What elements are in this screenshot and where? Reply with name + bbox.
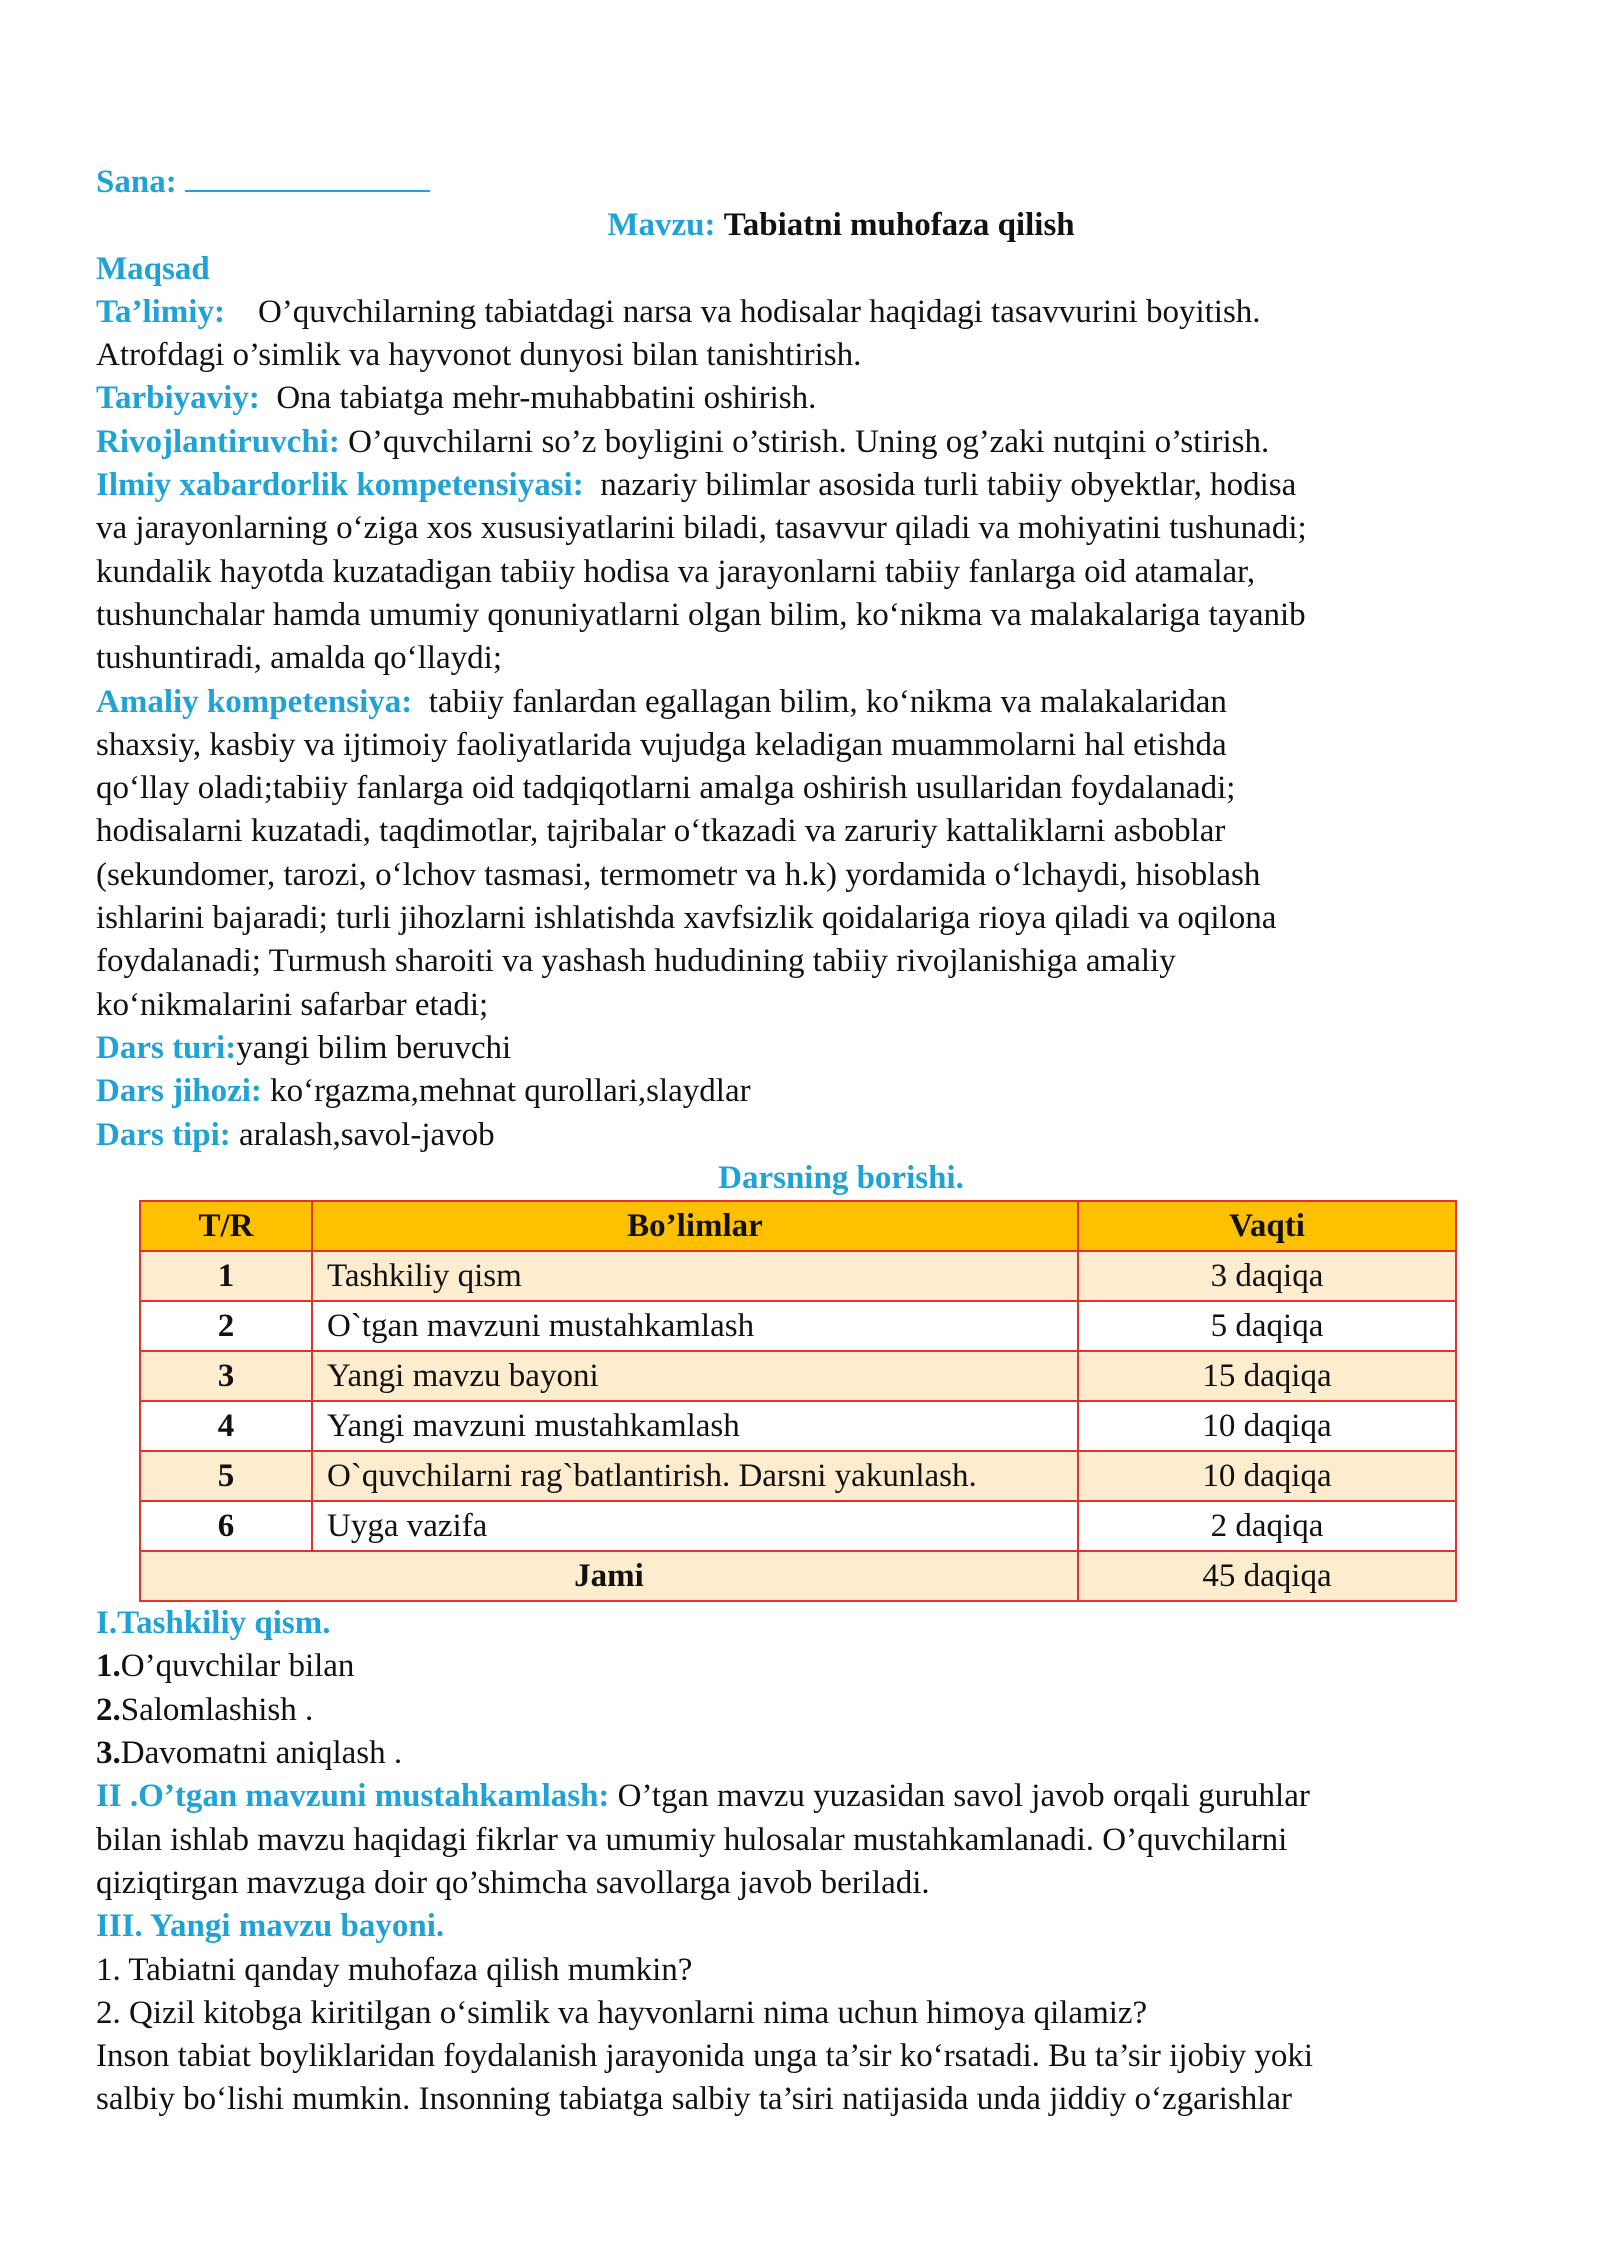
row-number: 4 — [140, 1401, 312, 1451]
row-section: Tashkiliy qism — [312, 1251, 1078, 1301]
practical-competence-line-5: (sekundomer, tarozi, o‘lchov tasmasi, termometr va h.k) yordamida o‘lchaydi, hisoblash — [96, 856, 1261, 893]
list-item-number: 1. — [96, 1648, 121, 1685]
scientific-competence-line-4: tushunchalar hamda umumiy qonuniyatlarni olgan bilim, ko‘nikma va malakalariga tayanib — [96, 596, 1306, 633]
scientific-competence-text: nazariy bilimlar asosida turli tabiiy obyektlar, hodisa — [600, 467, 1297, 504]
row-number: 3 — [140, 1351, 312, 1401]
lesson-kind — [96, 1114, 1496, 1157]
row-time: 5 daqiqa — [1078, 1301, 1456, 1351]
date-label: Sana: — [96, 164, 177, 200]
developmental-text: O’quvchilarni so’z boyligini o’stirish. Uning og’zaki nutqini o’stirish. — [348, 423, 1270, 460]
list-item-number: 2. — [96, 1691, 121, 1728]
total-label: Jami — [140, 1551, 1078, 1601]
row-section: O`quvchilarni rag`batlantirish. Darsni yakunlash. — [312, 1451, 1078, 1501]
review-section-line-3: qiziqtirgan mavzuga doir qo’shimcha savollarga javob beriladi. — [96, 1864, 930, 1901]
table-total-row — [140, 1551, 1456, 1601]
educational-text-1: O’quvchilarning tabiatdagi narsa va hodisalar haqidagi tasavvurini boyitish. — [257, 293, 1261, 330]
scientific-competence-line-5: tushuntiradi, amalda qo‘llaydi; — [96, 640, 502, 677]
row-section: Yangi mavzuni mustahkamlash — [312, 1401, 1078, 1451]
developmental-label: Rivojlantiruvchi: — [96, 423, 340, 460]
row-time: 3 daqiqa — [1078, 1251, 1456, 1301]
header-number: T/R — [140, 1201, 312, 1251]
practical-competence-line-4: hodisalarni kuzatadi, taqdimotlar, tajribalar o‘tkazadi va zaruriy kattaliklarni asboblar — [96, 813, 1226, 850]
lesson-plan-page — [96, 160, 1496, 2122]
goal-heading: Maqsad — [96, 250, 210, 287]
lesson-equipment — [96, 1070, 1496, 1113]
organizational-heading: I.Tashkiliy qism. — [96, 1605, 331, 1642]
list-item-number: 3. — [96, 1735, 121, 1772]
row-number: 6 — [140, 1501, 312, 1551]
total-time: 45 daqiqa — [1078, 1551, 1456, 1601]
scientific-competence-line-1 — [96, 464, 1496, 507]
paragraph-line-2: salbiy bo‘lishi mumkin. Insonning tabiatga salbiy ta’siri natijasida unda jiddiy o‘zgarishlar — [96, 2081, 1293, 2118]
topic-label: Mavzu: — [607, 207, 716, 244]
review-section-line-2: bilan ishlab mavzu haqidagi fikrlar va umumiy hulosalar mustahkamlanadi. O’quvchilarni — [96, 1821, 1288, 1858]
row-number: 5 — [140, 1451, 312, 1501]
list-item — [96, 1732, 1496, 1775]
educational-label: Ta’limiy: — [96, 293, 225, 330]
row-time: 2 daqiqa — [1078, 1501, 1456, 1551]
table-header-row — [140, 1201, 1456, 1251]
topic-line — [96, 204, 1496, 247]
review-section-line-1 — [96, 1775, 1496, 1818]
table-row — [140, 1301, 1456, 1351]
review-section-text: O’tgan mavzu yuzasidan savol javob orqali guruhlar — [617, 1778, 1310, 1815]
practical-competence-line-1 — [96, 681, 1496, 724]
new-topic-heading: III. Yangi mavzu bayoni. — [96, 1908, 445, 1945]
row-time: 10 daqiqa — [1078, 1401, 1456, 1451]
table-row — [140, 1251, 1456, 1301]
upbringing-goal — [96, 377, 1496, 420]
practical-competence-line-6: ishlarini bajaradi; turli jihozlarni ishlatishda xavfsizlik qoidalariga rioya qiladi va oqilona — [96, 900, 1277, 937]
row-section: Yangi mavzu bayoni — [312, 1351, 1078, 1401]
row-number: 2 — [140, 1301, 312, 1351]
row-section: O`tgan mavzuni mustahkamlash — [312, 1301, 1078, 1351]
list-item-text: Salomlashish . — [120, 1691, 314, 1728]
practical-competence-line-2: shaxsiy, kasbiy va ijtimoiy faoliyatlarida vujudga keladigan muammolarni hal etishda — [96, 726, 1227, 763]
practical-competence-text: tabiiy fanlardan egallagan bilim, ko‘nikma va malakalaridan — [428, 683, 1227, 720]
lesson-type-value: yangi bilim beruvchi — [236, 1029, 512, 1066]
scientific-competence-label: Ilmiy xabardorlik kompetensiyasi: — [96, 467, 584, 504]
topic-title: Tabiatni muhofaza qilish — [723, 207, 1075, 244]
table-row — [140, 1401, 1456, 1451]
question-2: 2. Qizil kitobga kiritilgan o‘simlik va hayvonlarni nima uchun himoya qilamiz? — [96, 1994, 1148, 2031]
upbringing-text: Ona tabiatga mehr-muhabbatini oshirish. — [276, 380, 817, 417]
practical-competence-line-7: foydalanadi; Turmush sharoiti va yashash hududining tabiiy rivojlanishiga amaliy — [96, 943, 1176, 980]
practical-competence-line-3: qo‘llay oladi;tabiiy fanlarga oid tadqiqotlarni amalga oshirish usullaridan foydalanadi; — [96, 770, 1236, 807]
paragraph-line-1: Inson tabiat boyliklaridan foydalanish jarayonida unga ta’sir ko‘rsatadi. Bu ta’sir ijobiy yoki — [96, 2038, 1314, 2075]
row-section: Uyga vazifa — [312, 1501, 1078, 1551]
lesson-kind-value: aralash,savol-javob — [239, 1116, 495, 1153]
review-section-label: II .O’tgan mavzuni mustahkamlash: — [96, 1778, 610, 1815]
practical-competence-label: Amaliy kompetensiya: — [96, 683, 413, 720]
row-time: 15 daqiqa — [1078, 1351, 1456, 1401]
header-time: Vaqti — [1078, 1201, 1456, 1251]
table-row — [140, 1451, 1456, 1501]
list-item-text: O’quvchilar bilan — [120, 1648, 355, 1685]
list-item — [96, 1689, 1496, 1732]
lesson-flow-heading: Darsning borishi. — [718, 1159, 964, 1196]
row-time: 10 daqiqa — [1078, 1451, 1456, 1501]
scientific-competence-line-2: va jarayonlarning o‘ziga xos xususiyatlarini biladi, tasavvur qiladi va mohiyatini tushunadi; — [96, 510, 1307, 547]
table-row — [140, 1501, 1456, 1551]
lesson-type — [96, 1027, 1496, 1070]
header-sections: Bo’limlar — [312, 1201, 1078, 1251]
row-number: 1 — [140, 1251, 312, 1301]
scientific-competence-line-3: kundalik hayotda kuzatadigan tabiiy hodisa va jarayonlarni tabiiy fanlarga oid atamalar, — [96, 553, 1256, 590]
lesson-equipment-value: ko‘rgazma,mehnat qurollari,slaydlar — [270, 1073, 751, 1110]
developmental-goal — [96, 421, 1496, 464]
question-1: 1. Tabiatni qanday muhofaza qilish mumkin? — [96, 1951, 693, 1988]
educational-text-2: Atrofdagi o’simlik va hayvonot dunyosi bilan tanishtirish. — [96, 337, 862, 374]
date-line — [96, 160, 1496, 204]
list-item — [96, 1645, 1496, 1688]
lesson-kind-label: Dars tipi: — [96, 1116, 231, 1153]
lesson-plan-table — [139, 1200, 1457, 1602]
practical-competence-line-8: ko‘nikmalarini safarbar etadi; — [96, 986, 489, 1023]
list-item-text: Davomatni aniqlash . — [120, 1735, 403, 1772]
upbringing-label: Tarbiyaviy: — [96, 380, 260, 417]
date-blank — [185, 160, 430, 192]
lesson-type-label: Dars turi: — [96, 1029, 237, 1066]
lesson-equipment-label: Dars jihozi: — [96, 1073, 262, 1110]
educational-goal — [96, 291, 1496, 334]
table-row — [140, 1351, 1456, 1401]
